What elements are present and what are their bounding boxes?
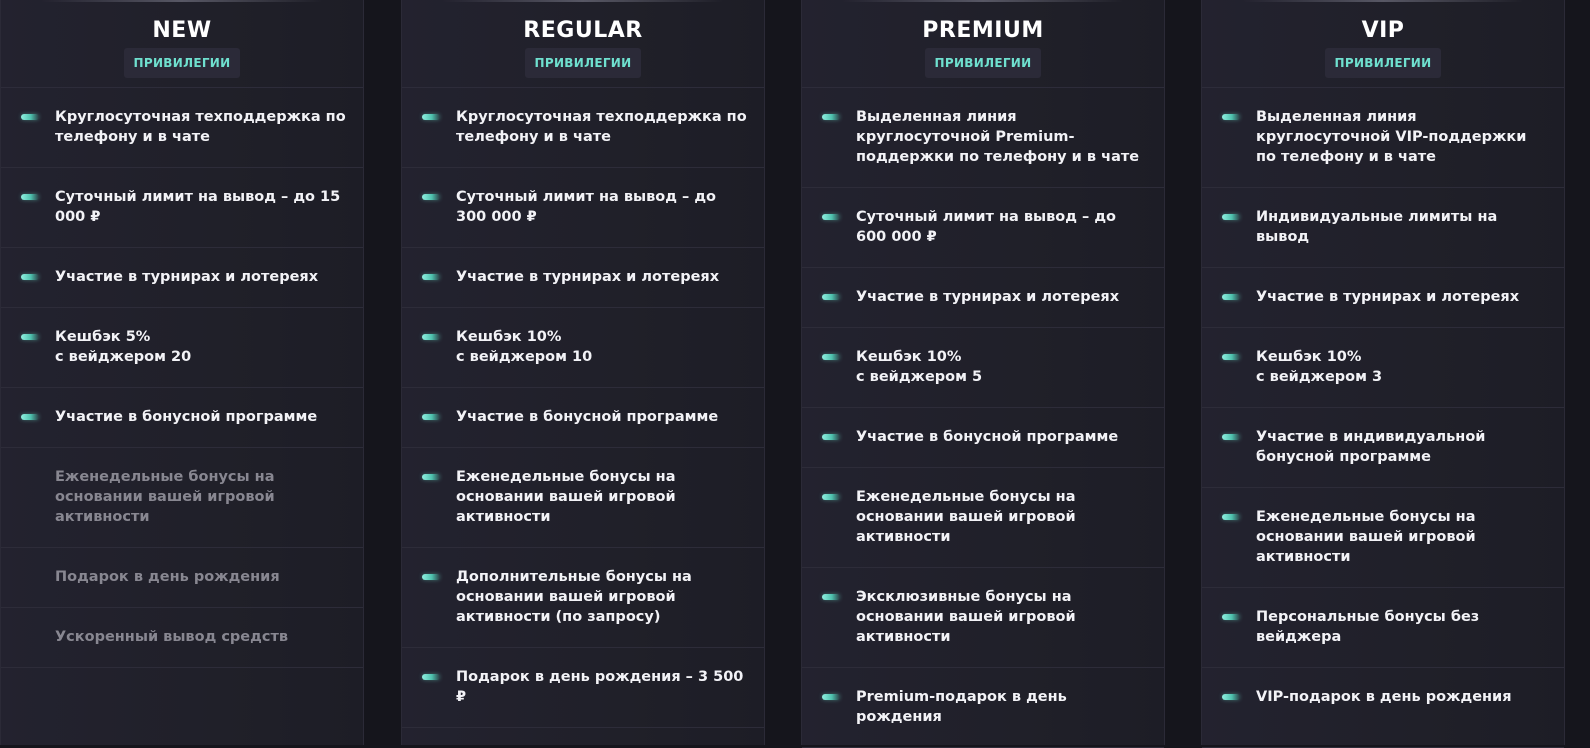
bullet-pill-icon: [1222, 294, 1240, 300]
privilege-text: Суточный лимит на вывод – до 15 000 ₽: [55, 189, 341, 225]
tier-title: VIP: [1361, 18, 1405, 43]
privilege-item: [402, 448, 764, 548]
tier-title: REGULAR: [523, 18, 643, 43]
privilege-item: [1, 248, 363, 308]
privilege-item: [1202, 588, 1564, 668]
bullet-pill-icon: [822, 214, 840, 220]
tier-header: [1202, 0, 1564, 88]
bullet-pill-icon: [422, 114, 440, 120]
bullet-pill-icon: [21, 334, 39, 340]
privilege-text: Круглосуточная техподдержка по телефону и в чате: [456, 109, 747, 145]
privilege-text: Еженедельные бонусы на основании вашей игровой активности: [856, 489, 1076, 545]
privilege-item: [402, 88, 764, 168]
tier-title: NEW: [152, 18, 212, 43]
bullet-pill-icon: [822, 494, 840, 500]
privilege-text: Индивидуальные лимиты на вывод: [1256, 209, 1498, 245]
privilege-item: [802, 88, 1164, 188]
privilege-item: [1, 308, 363, 388]
bullet-pill-icon: [1222, 214, 1240, 220]
privilege-text: Ускоренный вывод средств: [55, 629, 289, 645]
bullet-pill-icon: [822, 294, 840, 300]
privilege-text: Эксклюзивные бонусы на основании вашей игровой активности: [856, 589, 1076, 645]
privilege-text: Кешбэк 5% с вейджером 20: [55, 329, 192, 365]
bullet-pill-icon: [1222, 434, 1240, 440]
privilege-text: Выделенная линия круглосуточной Premium-поддержки по телефону и в чате: [856, 109, 1140, 165]
privilege-text: Кешбэк 10% с вейджером 5: [856, 349, 983, 385]
privilege-text: Подарок в день рождения: [55, 569, 280, 585]
privilege-text: Суточный лимит на вывод – до 300 000 ₽: [456, 189, 717, 225]
tier-header: [402, 0, 764, 88]
privilege-item: [402, 388, 764, 448]
privilege-text: VIP-подарок в день рождения: [1256, 689, 1512, 705]
privilege-item: [802, 268, 1164, 328]
privilege-item: [802, 328, 1164, 408]
privilege-item: [1, 608, 363, 668]
privilege-text: Premium-подарок в день рождения: [856, 689, 1067, 725]
bullet-pill-icon: [1222, 694, 1240, 700]
privilege-item: [1202, 268, 1564, 328]
privilege-text: Участие в бонусной программе: [55, 409, 318, 425]
privilege-text: Участие в бонусной программе: [456, 409, 719, 425]
bullet-pill-icon: [1222, 354, 1240, 360]
bullet-pill-icon: [1222, 114, 1240, 120]
privilege-text: Дополнительные бонусы на основании вашей игровой активности (по запросу): [456, 569, 692, 625]
privilege-text: Суточный лимит на вывод – до 600 000 ₽: [856, 209, 1117, 245]
privileges-list: [402, 88, 764, 728]
tier-card-premium: [801, 0, 1165, 745]
privilege-item: [1, 168, 363, 248]
tier-card-new: [0, 0, 364, 745]
privileges-list: [1, 88, 363, 668]
bullet-pill-icon: [822, 594, 840, 600]
privilege-item: [1, 448, 363, 548]
privilege-item: [402, 308, 764, 388]
bullet-pill-icon: [422, 574, 440, 580]
privilege-text: Еженедельные бонусы на основании вашей игровой активности: [55, 469, 275, 525]
tier-card-vip: [1201, 0, 1565, 745]
privilege-item: [402, 168, 764, 248]
privilege-item: [1, 388, 363, 448]
tier-header: [1, 0, 363, 88]
bullet-pill-icon: [21, 194, 39, 200]
privilege-item: [1, 88, 363, 168]
tier-title: PREMIUM: [922, 18, 1044, 43]
privilege-item: [1202, 88, 1564, 188]
privilege-text: Участие в индивидуальной бонусной программе: [1256, 429, 1486, 465]
privilege-item: [1202, 668, 1564, 748]
privilege-item: [1202, 488, 1564, 588]
privilege-text: Круглосуточная техподдержка по телефону и в чате: [55, 109, 346, 145]
privilege-item: [402, 648, 764, 728]
privilege-item: [802, 188, 1164, 268]
privilege-item: [802, 668, 1164, 748]
privilege-text: Кешбэк 10% с вейджером 3: [1256, 349, 1383, 385]
bullet-pill-icon: [422, 674, 440, 680]
privileges-badge: ПРИВИЛЕГИИ: [925, 48, 1042, 78]
bullet-pill-icon: [422, 194, 440, 200]
privilege-text: Участие в турнирах и лотереях: [55, 269, 319, 285]
privilege-text: Участие в турнирах и лотереях: [456, 269, 720, 285]
tier-card-regular: [401, 0, 765, 745]
bullet-pill-icon: [21, 414, 39, 420]
privileges-badge: ПРИВИЛЕГИИ: [525, 48, 642, 78]
privilege-text: Выделенная линия круглосуточной VIP-поддержки по телефону и в чате: [1256, 109, 1527, 165]
privilege-item: [1202, 188, 1564, 268]
privileges-list: [802, 88, 1164, 748]
privilege-item: [1202, 408, 1564, 488]
privilege-text: Персональные бонусы без вейджера: [1256, 609, 1480, 645]
privilege-text: Участие в бонусной программе: [856, 429, 1119, 445]
privilege-text: Еженедельные бонусы на основании вашей игровой активности: [1256, 509, 1476, 565]
privilege-item: [802, 408, 1164, 468]
bullet-pill-icon: [822, 114, 840, 120]
bullet-pill-icon: [1222, 614, 1240, 620]
privileges-badge: ПРИВИЛЕГИИ: [1325, 48, 1442, 78]
bullet-pill-icon: [21, 274, 39, 280]
bullet-pill-icon: [422, 414, 440, 420]
tier-header: [802, 0, 1164, 88]
privileges-badge: ПРИВИЛЕГИИ: [124, 48, 241, 78]
privilege-item: [402, 248, 764, 308]
bullet-pill-icon: [21, 114, 39, 120]
privilege-text: Кешбэк 10% с вейджером 10: [456, 329, 593, 365]
privileges-list: [1202, 88, 1564, 748]
privilege-text: Еженедельные бонусы на основании вашей игровой активности: [456, 469, 676, 525]
bullet-pill-icon: [422, 274, 440, 280]
privilege-item: [402, 548, 764, 648]
bullet-pill-icon: [422, 334, 440, 340]
privilege-text: Участие в турнирах и лотереях: [856, 289, 1120, 305]
bullet-pill-icon: [822, 354, 840, 360]
privilege-item: [1, 548, 363, 608]
privilege-text: Участие в турнирах и лотереях: [1256, 289, 1520, 305]
bullet-pill-icon: [822, 694, 840, 700]
privilege-text: Подарок в день рождения – 3 500 ₽: [456, 669, 744, 705]
bullet-pill-icon: [422, 474, 440, 480]
privilege-item: [1202, 328, 1564, 408]
bullet-pill-icon: [822, 434, 840, 440]
bullet-pill-icon: [1222, 514, 1240, 520]
privilege-item: [802, 468, 1164, 568]
privilege-item: [802, 568, 1164, 668]
